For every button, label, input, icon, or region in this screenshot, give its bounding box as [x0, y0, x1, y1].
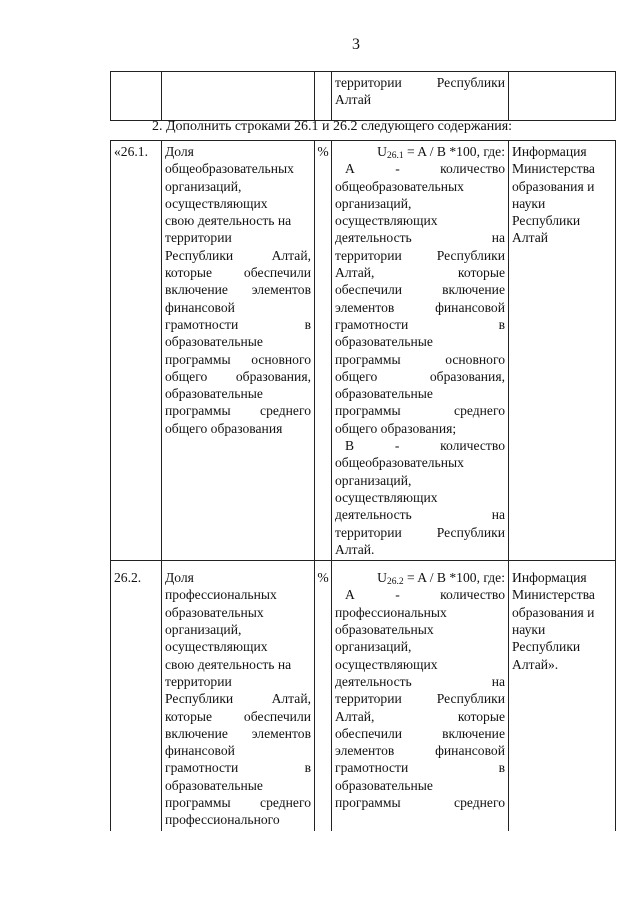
formula-symbol: U: [377, 144, 387, 159]
text-line: программы среднего: [165, 403, 311, 419]
calculation-method: [332, 561, 509, 831]
text-line: обеспечили включение: [335, 282, 505, 298]
empty-cell: [315, 72, 332, 121]
formula: [335, 143, 505, 160]
text-line: грамотности в: [335, 760, 505, 776]
text-line: А - количество: [345, 161, 505, 177]
unit-cell: %: [315, 141, 332, 561]
text-line: образовательных: [335, 622, 434, 638]
row-number: 26.2.: [111, 561, 162, 831]
text-line: общего образования,: [165, 368, 311, 384]
text-line: образовательные: [165, 334, 263, 350]
text-line: общеобразовательных: [165, 161, 294, 177]
text-line: программы основного: [165, 351, 311, 367]
text-line: осуществляющих: [335, 489, 438, 505]
indicators-table: [110, 140, 616, 831]
formula-subscript: 26.1: [386, 151, 404, 161]
text-line: Республики Алтай,: [165, 691, 311, 707]
text-line: грамотности в: [165, 760, 311, 776]
text-line: финансовой: [165, 299, 235, 315]
text-line: общего образования;: [335, 420, 457, 436]
top-table-fragment: [110, 71, 616, 121]
text-line: которые обеспечили: [165, 708, 311, 724]
text-line: которые обеспечили: [165, 265, 311, 281]
row-number: «26.1.: [111, 141, 162, 561]
text-line: Министерства: [512, 587, 595, 603]
text-line: программы среднего: [335, 794, 505, 810]
text-line: программы основного: [335, 351, 505, 367]
text-line: организаций,: [335, 472, 412, 488]
text-line: Алтай.: [335, 541, 375, 557]
formula-subscript: 26.2: [386, 577, 404, 588]
text-line: Доля: [165, 144, 194, 159]
text-line: программы среднего: [165, 794, 311, 810]
text-line: элементов финансовой: [335, 743, 505, 759]
text-line: образовательные: [165, 777, 263, 793]
data-source: [509, 141, 616, 561]
text-line: элементов финансовой: [335, 299, 505, 315]
text-line: осуществляющих: [335, 656, 438, 672]
empty-cell: [111, 72, 162, 121]
text-line: осуществляющих: [335, 213, 438, 229]
text-line: профессиональных: [165, 587, 277, 603]
continuation-line: Алтай: [335, 92, 372, 108]
text-line: финансовой: [165, 743, 235, 759]
text-line: осуществляющих: [165, 639, 268, 655]
text-line: территории Республики: [335, 691, 505, 707]
text-line: образовательных: [165, 604, 264, 620]
text-line: организаций,: [335, 639, 412, 655]
text-line: территории: [165, 673, 232, 689]
text-line: науки: [512, 195, 546, 211]
text-line: общеобразовательных: [335, 455, 464, 471]
text-line: Республики: [512, 213, 581, 229]
text-line: грамотности в: [165, 316, 311, 332]
text-line: осуществляющих: [165, 195, 268, 211]
table-row: [111, 561, 616, 831]
text-line: общего образования,: [335, 368, 505, 384]
text-line: образования и: [512, 604, 595, 620]
empty-cell: [162, 72, 315, 121]
data-source: [509, 561, 616, 831]
formula-expression: = A / B *100, где:: [403, 570, 505, 586]
formula-expression: = A / B *100, где:: [403, 144, 505, 159]
text-line: обеспечили включение: [335, 725, 505, 741]
text-line: образования и: [512, 178, 595, 194]
text-line: программы среднего: [335, 403, 505, 419]
text-line: территории: [165, 230, 232, 246]
table-row: [111, 141, 616, 561]
text-line: организаций,: [335, 195, 412, 211]
text-line: свою деятельность на: [165, 213, 292, 229]
continuation-line: территории Республики: [335, 75, 505, 90]
text-line: организаций,: [165, 178, 242, 194]
instruction-text: 2. Дополнить строками 26.1 и 26.2 следующего содержания:: [152, 119, 513, 134]
text-line: общеобразовательных: [335, 178, 464, 194]
text-line: деятельность на: [335, 507, 505, 523]
text-line: организаций,: [165, 622, 242, 638]
text-line: Информация: [512, 570, 587, 586]
text-line: включение элементов: [165, 282, 311, 298]
page-number: 3: [352, 36, 360, 53]
text-line: образовательные: [335, 777, 433, 793]
text-line: В - количество: [345, 438, 505, 454]
indicator-name: [162, 561, 315, 831]
text-line: Министерства: [512, 161, 595, 177]
formula: [335, 569, 505, 586]
text-line: Информация: [512, 144, 587, 159]
text-line: образовательные: [165, 386, 263, 402]
formula-symbol: U: [377, 570, 387, 586]
text-line: профессиональных: [335, 604, 447, 620]
text-line: Республики Алтай,: [165, 247, 311, 263]
text-line: свою деятельность на: [165, 656, 292, 672]
text-line: территории Республики: [335, 247, 505, 263]
text-line: Алтай: [512, 230, 549, 246]
text-line: Республики: [512, 639, 581, 655]
text-line: территории Республики: [335, 524, 505, 540]
continuation-cell: [332, 72, 509, 121]
text-line: А - количество: [345, 587, 505, 603]
indicator-name: [162, 141, 315, 561]
text-line: грамотности в: [335, 316, 505, 332]
text-line: Алтай, которые: [335, 708, 505, 724]
text-line: образовательные: [335, 334, 433, 350]
text-line: общего образования: [165, 420, 283, 436]
unit-cell: %: [315, 561, 332, 831]
text-line: деятельность на: [335, 673, 505, 689]
empty-cell: [509, 72, 616, 121]
text-line: профессионального: [165, 812, 280, 828]
text-line: включение элементов: [165, 725, 311, 741]
text-line: Доля: [165, 570, 194, 586]
text-line: Алтай».: [512, 656, 559, 672]
text-line: Алтай, которые: [335, 265, 505, 281]
text-line: науки: [512, 622, 546, 638]
calculation-method: [332, 141, 509, 561]
table-row: [111, 72, 616, 121]
text-line: образовательные: [335, 386, 433, 402]
text-line: деятельность на: [335, 230, 505, 246]
